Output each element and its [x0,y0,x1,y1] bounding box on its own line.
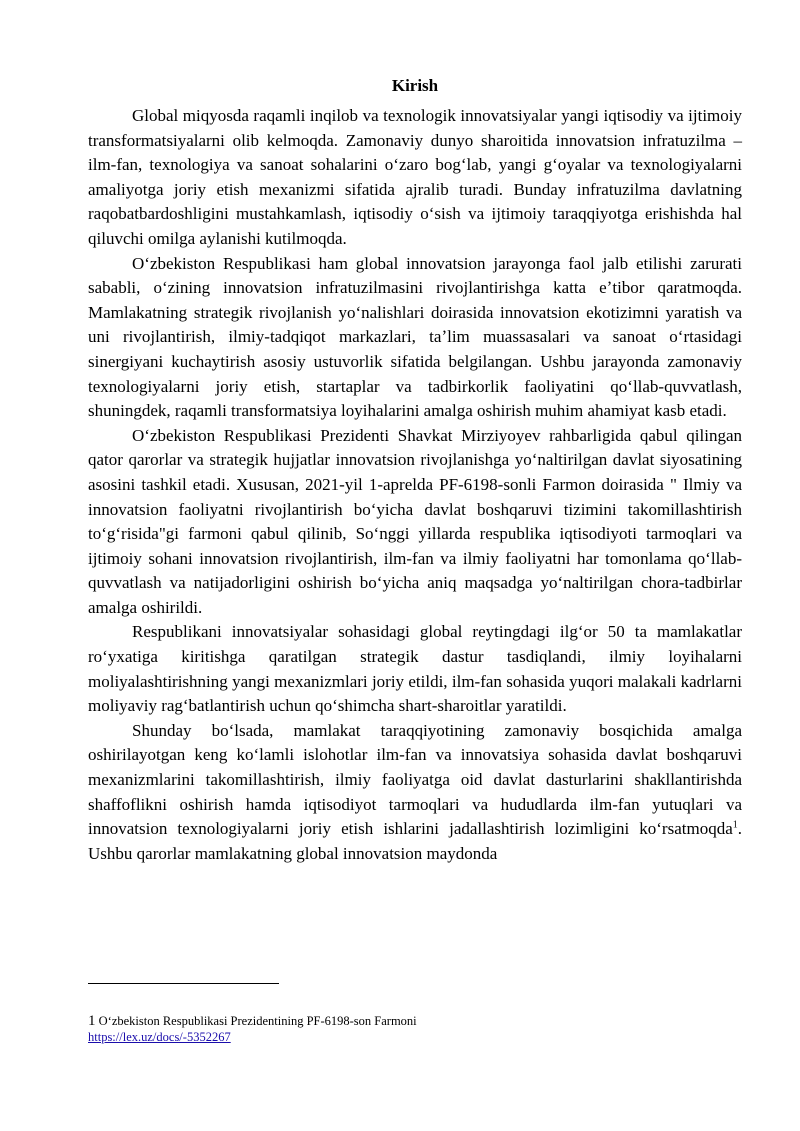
paragraph-5 [88,719,742,867]
document-title: Kirish [391,76,439,95]
paragraph-3: Oʻzbekiston Respublikasi Prezidenti Shavkat Mirziyoyev rahbarligida qabul qilingan qator qarorlar va strategik hujjatlar innovatsion rivojlanishga yoʻnaltirilgan davlat siyosatining asosini tashkil etadi. Xususan, 2021-yil 1-aprelda PF-6198-sonli Farmon doirasida " Ilmiy va innovatsion faoliyatni rivojlantirish boʻyicha davlat boshqaruvi tizimini takomillashtirish toʻgʻrisida"gi farmoni qabul qilinib, Soʻnggi yillarda respublika iqtisodiyoti tarmoqlari va ijtimoiy sohani innovatsion rivojlantirish, ilm-fan va ilmiy faoliyatni har tomonlama qoʻllab-quvvatlash va natijadorligini oshirish boʻyicha aniq maqsadga yoʻnaltirilgan chora-tadbirlar amalga oshirildi. [88,425,742,617]
footnote-separator [88,983,279,984]
document-body [88,72,742,866]
paragraph-5-continuation: . Ushbu qarorlar mamlakatning global innovatsion maydonda [88,819,742,863]
footnote-link[interactable]: https://lex.uz/docs/-5352267 [88,1030,231,1044]
paragraph-2: Oʻzbekiston Respublikasi ham global innovatsion jarayonga faol jalb etilishi zarurati sababli, oʻzining innovatsion infratuzilmasini rivojlantirishga katta eʼtibor qaratmoqda. Mamlakatning strategik rivojlanish yoʻnalishlari doirasida innovatsion ekotizimni yaratish va uni rivojlantirish, ilmiy-tadqiqot markazlari, taʼlim muassasalari va sanoat oʻrtasidagi sinergiyani kuchaytirish asosiy ustuvorlik sifatida belgilangan. Ushbu jarayonda zamonaviy texnologiyalarni joriy etish, startaplar va tadbirkorlik faoliyatini qoʻllab-quvvatlash, shuningdek, raqamli transformatsiya loyihalarini amalga oshirish muhim ahamiyat kasb etadi. [88,253,742,421]
footnote [88,1013,742,1045]
footnote-reference[interactable]: 1 [732,819,738,831]
paragraph-4: Respublikani innovatsiyalar sohasidagi global reytingdagi ilgʻor 50 ta mamlakatlar roʻyxatiga kiritishga qaratilgan strategik dastur tasdiqlandi, ilmiy loyihalarni moliyalashtirishning yangi mexanizmlari joriy etildi, ilm-fan sohasida yuqori malakali kadrlarni moliyaviy ragʻbatlantirish uchun qoʻshimcha shart-sharoitlar yaratildi. [88,622,742,716]
footnote-line [88,1013,742,1029]
paragraph-1: Global miqyosda raqamli inqilob va texnologik innovatsiyalar yangi iqtisodiy va ijtimoiy transformatsiyalarni olib kelmoqda. Zamonaviy dunyo sharoitida innovatsion infratuzilma – ilm-fan, texnologiya va sanoat sohalarini oʻzaro bogʻlab, yangi gʻoyalar va texnologiyalarni amaliyotga joriy etish mexanizmi sifatida ajralib turadi. Bunday infratuzilma davlatning raqobatbardoshligini mustahkamlash, iqtisodiy oʻsish va ijtimoiy taraqqiyotga erishishda hal qiluvchi omilga aylanishi kutilmoqda. [88,106,742,248]
paragraph-5-text: Shunday boʻlsada, mamlakat taraqqiyotining zamonaviy bosqichida amalga oshirilayotgan keng koʻlamli islohotlar ilm-fan va innovatsiya sohasida davlat boshqaruvi mexanizmlarini takomillashtirish, ilmiy faoliyatga oid davlat dasturlarini shakllantirishda shaffoflikni oshirish hamda iqtisodiyot tarmoqlari va hududlarda ilm-fan yutuqlari va innovatsion texnologiyalarni joriy etish ishlarini jadallashtirish lozimligini koʻrsatmoqda [88,720,742,839]
footnote-number: 1 [88,1013,96,1029]
footnote-text: Oʻzbekiston Respublikasi Prezidentining PF-6198-son Farmoni [95,1014,417,1028]
